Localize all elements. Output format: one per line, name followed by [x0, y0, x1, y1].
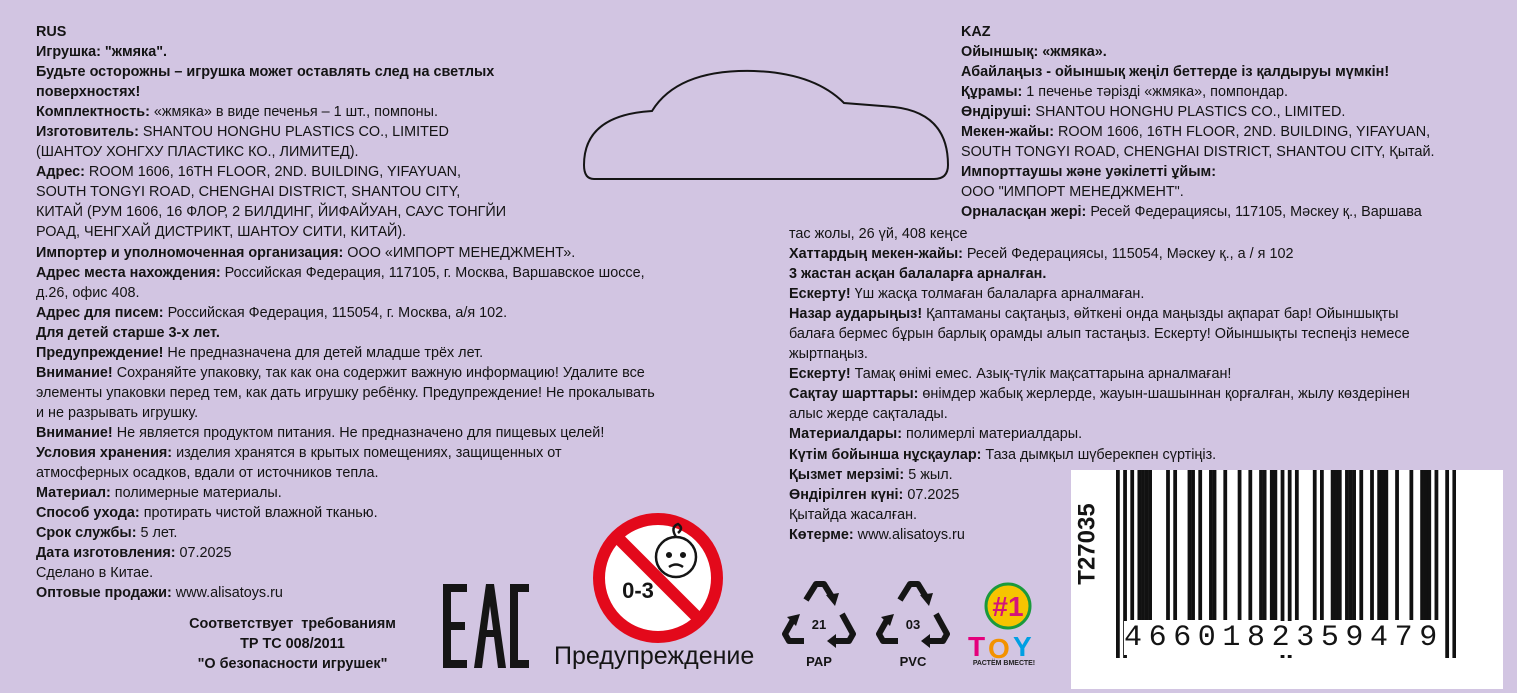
line-text: тас жолы, 26 үй, 408 кеңсе — [789, 226, 968, 242]
text-line — [36, 463, 796, 483]
line-text: РОАД, ЧЕНГХАЙ ДИСТРИКТ, ШАНТОУ СИТИ, КИТАЙ). — [36, 224, 407, 241]
line-text: Қытайда жасалған. — [789, 506, 918, 523]
barcode-bar — [1188, 470, 1192, 620]
bold-label: Игрушка: "жмяка". — [36, 44, 168, 61]
text-line — [36, 443, 796, 463]
line-text: д.26, офис 408. — [36, 284, 140, 301]
bold-label: поверхностях! — [36, 84, 141, 101]
barcode-bar — [1338, 470, 1342, 620]
bold-label: Дата изготовления: — [36, 545, 176, 562]
recycling-code: PVC — [899, 654, 927, 669]
line-text: 1 печенье тәрізді «жмяка», помпондар. — [1022, 84, 1289, 101]
line-text: 07.2025 — [175, 545, 232, 562]
text-line — [789, 284, 1517, 304]
text-line — [36, 42, 796, 62]
line-text: SOUTH TONGYI ROAD, CHENGHAI DISTRICT, SHANTOU CITY, — [36, 184, 461, 201]
text-line — [36, 303, 796, 323]
hang-tab-cutout — [582, 67, 952, 185]
line-text: ООО «ИМПОРТ МЕНЕДЖМЕНТ». — [343, 244, 576, 261]
recycling-mark-pvc — [874, 578, 952, 669]
barcode-bar — [1223, 470, 1227, 620]
barcode-bar — [1435, 470, 1439, 620]
line-text: SHANTOU HONGHU PLASTICS CO., LIMITED. — [1031, 104, 1346, 121]
barcode-bar — [1452, 470, 1456, 658]
bold-label: Адрес для писем: — [36, 304, 164, 321]
line-text: полимерные материалы. — [110, 485, 282, 502]
bold-label: RUS — [36, 24, 67, 40]
bold-label: 3 жастан асқан балаларға арналған. — [789, 266, 1047, 283]
text-line — [961, 22, 1517, 42]
text-line — [789, 344, 1517, 364]
barcode-bar — [1198, 470, 1202, 620]
barcode-digits: 4660182359479 — [1124, 621, 1444, 655]
line-text: ROOM 1606, 16TH FLOOR, 2ND. BUILDING, YIFAYUAN, — [84, 164, 462, 181]
line-text: Тамақ өнімі емес. Азық-түлік мақсаттарына арналмаған! — [850, 366, 1232, 383]
line-text: «жмяка» в виде печенья – 1 шт., помпоны. — [149, 104, 438, 121]
bold-label: Абайлаңыз - ойыншық жеңіл беттерде із қалдыруы мүмкін! — [961, 64, 1390, 81]
barcode-bar — [1320, 470, 1324, 620]
text-line — [36, 343, 796, 363]
barcode-bar — [1359, 470, 1363, 620]
line-text: Қаптаманы сақтаңыз, өйткені онда маңызды ақпарат бар! Ойыншықты — [922, 306, 1399, 323]
bold-label: Изготовитель: — [36, 124, 139, 141]
brand-slogan: РАСТЁМ ВМЕСТЕ! — [972, 660, 1036, 667]
text-line — [789, 224, 1517, 244]
barcode-bar — [1381, 470, 1385, 620]
bold-label: Өндіруші: — [961, 104, 1032, 121]
bold-label: Құрамы: — [961, 84, 1023, 101]
cert-line-1: Соответствует требованиям — [189, 616, 396, 632]
svg-text:O: O — [988, 633, 1010, 664]
bold-label: Хаттардың мекен-жайы: — [789, 246, 963, 263]
text-line — [961, 142, 1517, 162]
text-line — [961, 62, 1517, 82]
bold-label: Ескерту! — [789, 366, 851, 383]
text-line — [36, 383, 796, 403]
text-line — [36, 423, 796, 443]
barcode-bar — [1331, 470, 1335, 620]
age-badge-text: 0-3 — [622, 578, 654, 603]
line-text: 07.2025 — [903, 486, 960, 503]
text-line — [961, 122, 1517, 142]
text-line — [789, 445, 1517, 465]
barcode-bar — [1352, 470, 1356, 620]
line-text: (ШАНТОУ ХОНГХУ ПЛАСТИКС КО., ЛИМИТЕД). — [36, 144, 359, 161]
barcode-bar — [1270, 470, 1274, 620]
kaz-text-block-top — [961, 22, 1517, 222]
barcode-bar — [1209, 470, 1213, 620]
barcode-bar — [1137, 470, 1141, 620]
bold-label: Ойыншық: «жмяка». — [961, 44, 1107, 61]
text-line — [789, 244, 1517, 264]
barcode-bar — [1263, 470, 1267, 620]
recycle-triangle-icon — [780, 578, 858, 654]
line-text: ООО "ИМПОРТ МЕНЕДЖМЕНТ". — [961, 184, 1184, 201]
barcode-bar — [1259, 470, 1263, 620]
warning-label: Предупреждение — [554, 642, 755, 670]
bold-label: Орналасқан жері: — [961, 204, 1087, 221]
line-text: Не является продуктом питания. Не предназначено для пищевых целей! — [112, 424, 605, 441]
text-line — [789, 324, 1517, 344]
bold-label: Предупреждение! — [36, 344, 164, 361]
line-text: полимерлі материалдары. — [902, 426, 1083, 443]
bold-label: Срок службы: — [36, 525, 137, 542]
text-line — [36, 202, 796, 222]
line-text: атмосферных осадков, вдали от источников тепла. — [36, 465, 379, 482]
text-line — [789, 304, 1517, 324]
line-text: ROOM 1606, 16TH FLOOR, 2ND. BUILDING, YIFAYUAN, — [1054, 124, 1431, 141]
barcode-bar — [1334, 470, 1338, 620]
bold-label: Күтім бойынша нұсқаулар: — [789, 446, 982, 463]
barcode-bar — [1384, 470, 1388, 620]
barcode-bar — [1349, 470, 1353, 620]
barcode-bar — [1409, 470, 1413, 620]
text-line — [36, 483, 796, 503]
barcode-bar — [1173, 470, 1177, 620]
line-text: Не предназначена для детей младше трёх лет. — [163, 344, 484, 361]
bold-label: Көтерме: — [789, 526, 854, 543]
bold-label: KAZ — [961, 24, 991, 40]
bold-label: Будьте осторожны – игрушка может оставлять след на светлых — [36, 64, 495, 81]
bold-label: Назар аударыңыз! — [789, 306, 923, 323]
bold-label: Оптовые продажи: — [36, 585, 172, 602]
bold-label: Внимание! — [36, 424, 113, 441]
line-text: Ресей Федерациясы, 117105, Мәскеу қ., Варшава — [1086, 204, 1422, 221]
line-text: алыс жерде сақталады. — [789, 406, 948, 423]
barcode-bar — [1213, 470, 1217, 620]
age-warning-icon — [592, 512, 724, 644]
barcode-bar — [1145, 470, 1149, 620]
bold-label: Условия хранения: — [36, 444, 173, 461]
line-text: www.alisatoys.ru — [171, 585, 283, 602]
text-line — [961, 202, 1517, 222]
text-line — [36, 182, 796, 202]
text-line — [961, 42, 1517, 62]
barcode-bar — [1424, 470, 1428, 620]
cert-line-3: "О безопасности игрушек" — [197, 656, 388, 672]
barcode-bar — [1116, 470, 1120, 658]
svg-text:#1: #1 — [992, 591, 1024, 622]
line-text: 5 лет. — [136, 525, 178, 542]
barcode-bar — [1141, 470, 1145, 620]
line-text: өнімдер жабық жерлерде, жауын-шашыннан қорғалған, жылу көздерінен — [918, 386, 1410, 403]
cert-line-2: ТР ТС 008/2011 — [240, 636, 345, 652]
barcode-bar — [1427, 470, 1431, 620]
barcode-bar — [1248, 470, 1252, 620]
line-text: SHANTOU HONGHU PLASTICS CO., LIMITED — [138, 124, 449, 141]
svg-text:T: T — [968, 631, 986, 662]
text-line — [961, 82, 1517, 102]
text-line — [789, 364, 1517, 384]
recycling-code: PAP — [806, 654, 832, 669]
barcode-bar — [1130, 470, 1134, 620]
recycling-mark-pap — [780, 578, 858, 669]
bold-label: Адрес места нахождения: — [36, 264, 221, 281]
bold-label: Импорттаушы және уәкілетті ұйым: — [961, 164, 1216, 181]
text-line — [789, 424, 1517, 444]
article-number-text: T27035 — [1073, 503, 1101, 585]
barcode-bar — [1377, 470, 1381, 620]
barcode-bar — [1313, 470, 1317, 620]
bold-label: Способ ухода: — [36, 505, 140, 522]
line-text: Сохраняйте упаковку, так как она содержит важную информацию! Удалите все — [112, 364, 645, 381]
recycling-number: 03 — [905, 617, 921, 632]
certification-text — [150, 614, 435, 674]
line-text: КИТАЙ (РУМ 1606, 16 ФЛОР, 2 БИЛДИНГ, ЙИФАЙУАН, САУС ТОНГЙИ — [36, 204, 507, 221]
text-line — [789, 384, 1517, 404]
barcode-bar — [1273, 470, 1277, 620]
line-text: Российская Федерация, 115054, г. Москва, а/я 102. — [163, 304, 508, 321]
barcode-bar — [1191, 470, 1195, 620]
barcode-bar — [1445, 470, 1449, 658]
bold-label: Материалдары: — [789, 426, 903, 443]
line-text: изделия хранятся в крытых помещениях, защищенных от — [172, 444, 562, 461]
barcode-bar — [1238, 470, 1242, 620]
text-line — [36, 243, 796, 263]
bold-label: Адрес: — [36, 164, 85, 181]
text-line — [961, 102, 1517, 122]
text-line — [789, 404, 1517, 424]
barcode-bar — [1166, 470, 1170, 620]
line-text: SOUTH TONGYI ROAD, CHENGHAI DISTRICT, SHANTOU CITY, Қытай. — [961, 144, 1435, 161]
barcode-bar — [1345, 470, 1349, 620]
bold-label: Комплектность: — [36, 104, 150, 121]
eac-mark-icon — [441, 582, 531, 672]
recycling-number: 21 — [811, 617, 827, 632]
line-text: 5 жыл. — [904, 466, 953, 483]
bold-label: Сақтау шарттары: — [789, 386, 919, 403]
text-line — [36, 363, 796, 383]
line-text: жыртпаңыз. — [789, 346, 868, 363]
text-line — [36, 22, 796, 42]
text-line — [36, 283, 796, 303]
text-line — [961, 182, 1517, 202]
bold-label: Өндірілген күні: — [789, 486, 904, 503]
text-line — [36, 263, 796, 283]
bold-label: Қызмет мерзімі: — [789, 466, 905, 483]
bold-label: Внимание! — [36, 364, 113, 381]
text-line — [961, 162, 1517, 182]
line-text: протирать чистой влажной тканью. — [139, 505, 378, 522]
barcode-bar — [1420, 470, 1424, 620]
text-line — [789, 264, 1517, 284]
line-text: балаға бермес бұрын барлық орамды алып тастаңыз. Ескерту! Ойыншықты теспеңіз немесе — [789, 326, 1410, 343]
bold-label: Импортер и уполномоченная организация: — [36, 244, 344, 261]
bold-label: Ескерту! — [789, 286, 851, 303]
line-text: Сделано в Китае. — [36, 565, 154, 582]
text-line — [36, 323, 796, 343]
line-text: Үш жасқа толмаған балаларға арналмаған. — [850, 286, 1145, 303]
barcode-bar — [1295, 470, 1299, 620]
text-line — [36, 403, 796, 423]
barcode-bar — [1370, 470, 1374, 620]
bold-label: Мекен-жайы: — [961, 124, 1054, 141]
line-text: www.alisatoys.ru — [853, 526, 965, 543]
svg-text:Y: Y — [1013, 631, 1032, 662]
recycle-triangle-icon — [874, 578, 952, 654]
line-text: и не разрывать игрушку. — [36, 404, 199, 421]
line-text: Ресей Федерациясы, 115054, Мәскеу қ., а / я 102 — [962, 246, 1294, 263]
bold-label: Для детей старше 3-х лет. — [36, 324, 220, 341]
text-line — [36, 222, 796, 242]
article-number — [1073, 496, 1113, 596]
line-text: Российская Федерация, 117105, г. Москва, Варшавское шоссе, — [220, 264, 645, 281]
barcode-bar — [1148, 470, 1152, 620]
bold-label: Материал: — [36, 485, 111, 502]
barcode-bar — [1395, 470, 1399, 620]
line-text: элементы упаковки перед тем, как дать игрушку ребёнку. Предупреждение! Не прокалывать — [36, 384, 655, 401]
line-text: Таза дымқыл шүберекпен сүртіңіз. — [981, 446, 1217, 463]
